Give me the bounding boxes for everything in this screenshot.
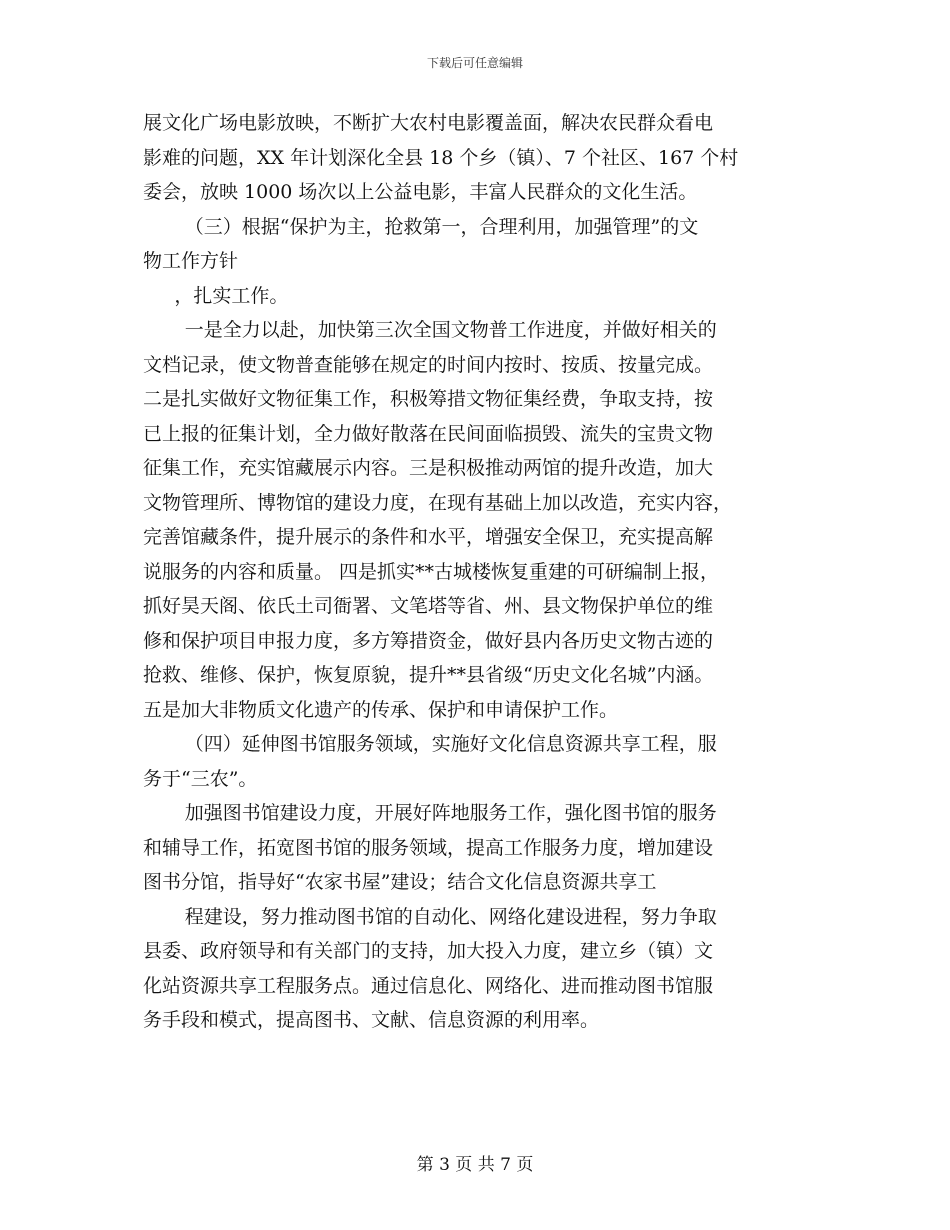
text-line: 一是全力以赴，加快第三次全国文物普工作进度，并做好相关的 [184, 319, 717, 341]
text-line: 修和保护项目申报力度，多方筹措资金，做好县内各历史文物古迹的 [143, 629, 714, 652]
text-line: 抢救、维修、保护，恢复原貌，提升**县省级“历史文化名城”内涵。 [143, 664, 714, 686]
text-line: 和辅导工作，拓宽图书馆的服务领域，提高工作服务力度，增加建设 [143, 836, 714, 859]
text-line: 展文化广场电影放映，不断扩大农村电影覆盖面，解决农民群众看电 [143, 112, 714, 134]
text-line: 委会，放映 1000 场次以上公益电影，丰富人民群众的文化生活。 [143, 181, 698, 203]
text-line: 文档记录，使文物普查能够在规定的时间内按时、按质、按量完成。 [143, 353, 714, 376]
text-line: 化站资源共享工程服务点。通过信息化、网络化、进而推动图书馆服 [143, 974, 714, 997]
text-line: （三）根据“保护为主，抢救第一，合理利用，加强管理”的文 [184, 215, 699, 238]
text-line: 抓好昊天阁、依氏土司衙署、文笔塔等省、州、县文物保护单位的维 [143, 595, 714, 617]
text-line: 二是扎实做好文物征集工作，积极筹措文物征集经费，争取支持，按 [143, 388, 714, 410]
text-line: 物工作方针 [143, 250, 239, 272]
text-line: （四）延伸图书馆服务领域，实施好文化信息资源共享工程，服 [184, 733, 717, 755]
text-line: 县委、政府领导和有关部门的支持，加大投入力度，建立乡（镇）文 [143, 940, 714, 962]
text-line: 说服务的内容和质量。 四是抓实**古城楼恢复重建的可研编制上报， [143, 560, 720, 583]
text-line: 程建设，努力推动图书馆的自动化、网络化建设进程，努力争取 [184, 905, 717, 928]
text-line: 影难的问题，XX 年计划深化全县 18 个乡（镇）、7 个社区、167 个村 [143, 146, 739, 169]
text-line: ，扎实工作。 [174, 284, 289, 307]
page-footer: 第 3 页 共 7 页 [416, 1155, 534, 1175]
document-body [143, 106, 811, 1038]
text-line: 务手段和模式，提高图书、文献、信息资源的利用率。 [143, 1009, 600, 1031]
text-line: 完善馆藏条件，提升展示的条件和水平，增强安全保卫，充实提高解 [143, 526, 714, 548]
page-header: 下载后可任意编辑 [426, 56, 523, 70]
text-line: 加强图书馆建设力度，开展好阵地服务工作，强化图书馆的服务 [184, 802, 717, 824]
text-line: 务于“三农”。 [143, 767, 258, 790]
text-line: 五是加大非物质文化遗产的传承、保护和申请保护工作。 [143, 698, 619, 721]
text-line: 文物管理所、博物馆的建设力度，在现有基础上加以改造，充实内容， [143, 491, 733, 514]
text-line: 征集工作，充实馆藏展示内容。三是积极推动两馆的提升改造，加大 [143, 457, 714, 479]
text-line: 图书分馆，指导好“农家书屋”建设；结合文化信息资源共享工 [143, 871, 657, 893]
text-line: 已上报的征集计划，全力做好散落在民间面临损毁、流失的宝贵文物 [143, 422, 714, 445]
